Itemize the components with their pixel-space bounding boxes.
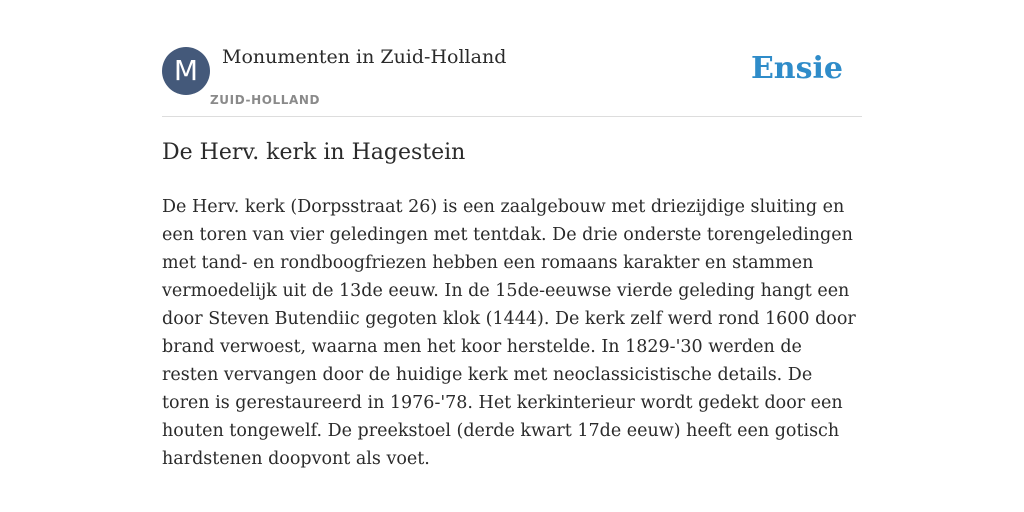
source-title[interactable]: Monumenten in Zuid-Holland (222, 46, 507, 68)
article-title: De Herv. kerk in Hagestein (162, 140, 466, 165)
article-body: De Herv. kerk (Dorpsstraat 26) is een zaalgebouw met driezijdige sluiting en een toren van vier geledingen met tentdak. De drie onderste torengeledingen met tand- en rondboogfriezen hebben een romaans karakter en stammen vermoedelijk uit de 13de eeuw. In de 15de-eeuwse vierde geleding hangt een door Steven Butendiic gegoten klok (1444). De kerk zelf werd rond 1600 door brand verwoest, waarna men het koor herstelde. In 1829-'30 werden de resten vervangen door de huidige kerk met neoclassicistische details. De toren is gerestaureerd in 1976-'78. Het kerkinterieur wordt gedekt door een houten tongewelf. De preekstoel (derde kwart 17de eeuw) heeft een gotisch hardstenen doopvont als voet. (162, 197, 856, 469)
source-category[interactable]: ZUID-HOLLAND (210, 93, 321, 107)
article-header (162, 46, 862, 117)
ensie-logo[interactable]: Ensie (750, 51, 843, 86)
source-avatar[interactable]: M (162, 47, 210, 95)
